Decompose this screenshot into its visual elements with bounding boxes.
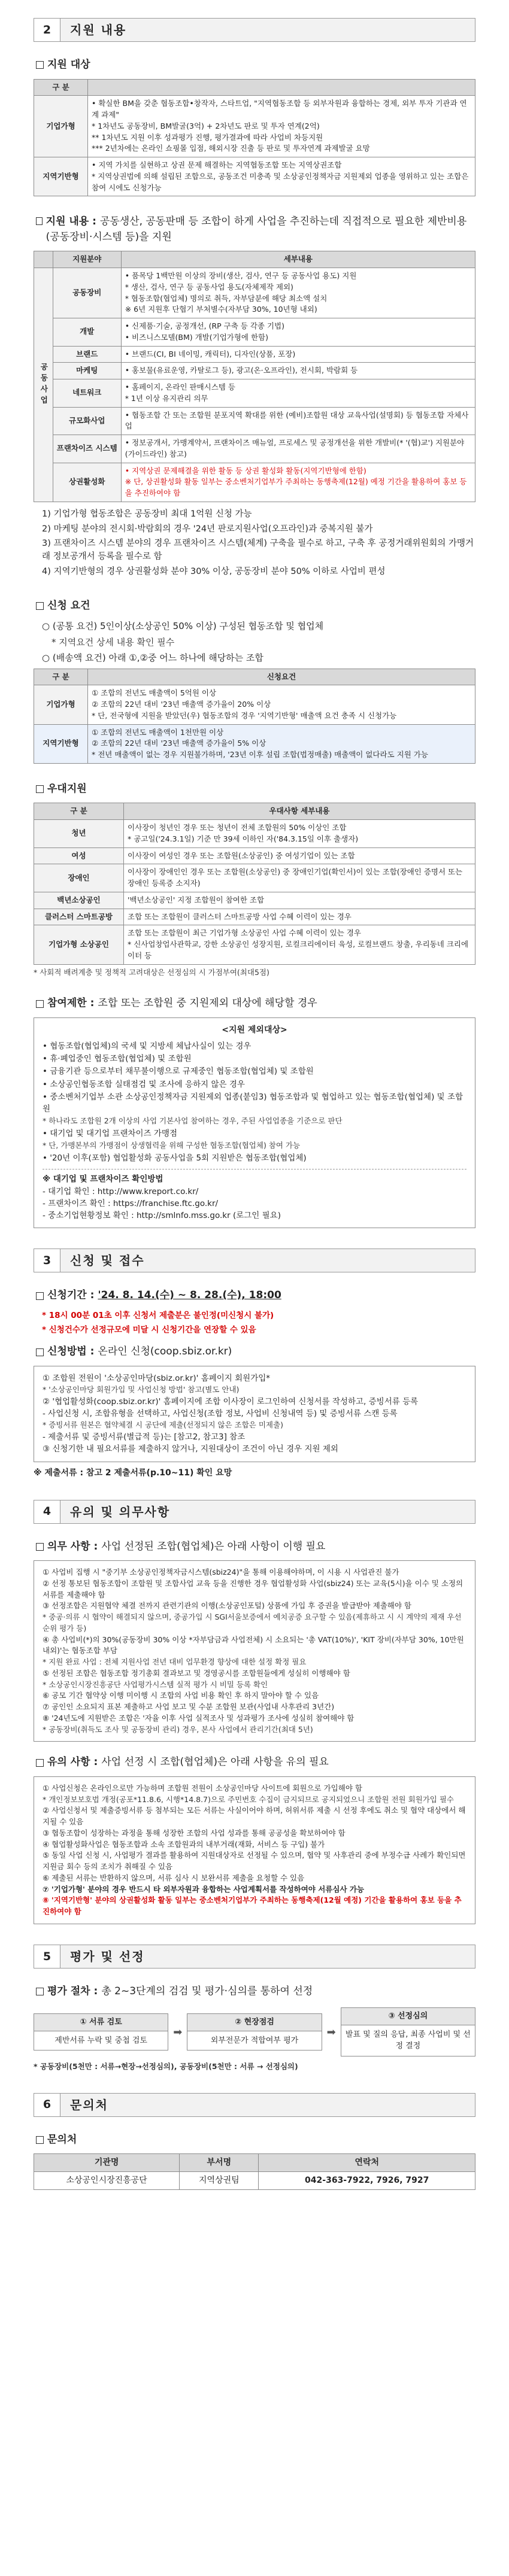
flow-step: ③ 선정심의 발표 및 질의 응답, 최종 사업비 및 선정 결정 [341, 2007, 475, 2056]
req-sales: ○ (배송액 요건) 아래 ①,②중 어느 하나에 해당하는 조합 [42, 652, 263, 663]
list-item: * 공동장비(취득도 조사 및 공동장비 관리) 경우, 본사 사업에서 관리기간(최대 5년) [43, 1724, 313, 1734]
req-common-note: * 지역요건 상세 내용 확인 필수 [51, 636, 175, 648]
table-row: 개발 • 신제품·기술, 공정개선, (RP 구축 등 각종 기법) • 비즈니스모델(BM) 개발(기업가형에 한함) [34, 318, 475, 347]
list-item: ② 선정 통보된 협동조합이 조합원 및 조합사업 교육 등을 진행한 경우 협업활성화 사업(sbiz24) 또는 교육(5시)을 이수 및 소정의 서류를 제출해야 함 [43, 1578, 463, 1599]
section-6-header [34, 2093, 475, 2117]
list-item: ④ 협업활성화사업은 협동조합과 소속 조합원과의 내부거래(재화, 서비스 등 구입) 불가 [43, 1839, 325, 1849]
list-item: ⑤ 동일 사업 신청 시, 사업평가 결과를 활용하여 지원대상자로 선정될 수 있으며, 협약 및 사후관리 중에 부정수급 사례가 확인되면 지원금 회수 등의 조치가 취해질 수 있음 [43, 1851, 466, 1871]
list-item: * 중공·의류 시 협약이 해결되지 않으며, 중공가입 시 SGI서울보증에서 예치공증 요구할 수 있음(제휴하고 시 시 계약의 제재 우선순위 평가 등) [43, 1612, 462, 1633]
submit-note: ※ 제출서류 : 참고 2 제출서류(p.10~11) 확인 요망 [34, 1468, 232, 1478]
table-row: 마케팅 • 홍보물(유료운영, 카탈로그 등), 광고(온·오프라인), 전시회, 박람회 등 [34, 363, 475, 379]
check-title: ※ 대기업 및 프랜차이즈 확인방법 [43, 1174, 163, 1184]
excl-list [43, 1040, 466, 1165]
list-item: ⑧ '24년도에 지원받은 조합은 '자율 이후 사업 실적조사 및 성과평가 조사에 성실히 참여해야 함 [43, 1713, 355, 1723]
section-number: 2 [34, 19, 60, 41]
req-table: 구 분 신청요건 기업가형 ① 조합의 전년도 매출액이 5억원 이상 ② 조합의 22년 대비 '23년 매출액 증가율이 20% 이상 * 단, 전국형에 지원을 받았던(우) 협동조합의 경우 '지역기반형' 매출액 요건 충족 시 신청가능 지역기반형 ① 조합의 전년도 매출액이 1천만원 이상 ② 조합의 22년 대비 '23년 매출액 증가율이 5% 이상 * 전년 매출액이 없는 경우 지원불가하며, '23년 이후 설립 조합(법정매출) 매출액이 없다라도 지원 가능 [34, 669, 475, 764]
list-item: * 소상공인시장진흥공단 사업평가시스템 실적 평가 시 비밀 등록 확인 [43, 1679, 268, 1689]
list-item: ① 사업비 집행 시 "중기부 소상공인정책자금시스템(sbiz24)"을 통해 이용해야하며, 이 시용 시 사업관진 불가 [43, 1568, 399, 1576]
eval-note: * 공동장비(5천만 : 서류→현장→선정심의), 공동장비(5천만 : 서류 → 선정심의) [34, 2061, 298, 2071]
list-item: • '20년 이후(포함) 협업활성화 공동사업을 5회 지원받은 협동조합(협업체) [43, 1153, 307, 1163]
excl-box-title: <지원 제외대상> [222, 1025, 287, 1035]
note-item: 3) 프랜차이즈 시스템 분야의 경우 프랜차이즈 시스템(체계) 구축을 필수로 하고, 구축 후 공정거래위원회의 가맹거래 정보공개서 등록을 필수로 함 [42, 539, 474, 561]
eval-heading: 평가 절차 : 총 2~3단계의 검검 및 평가·심의를 통하여 선정 [36, 1984, 475, 2000]
list-item: • 휴·폐업중인 협동조합(협업체) 및 조합원 [43, 1054, 192, 1064]
list-item: • 금융기관 등으로부터 채무불이행으로 규제중인 협동조합(협업체) 및 조합원 [43, 1067, 314, 1077]
pref-footnote: * 사회적 배려계층 및 정책적 고려대상은 선정심의 시 가점부여(최대5점) [34, 967, 269, 977]
caution-box [34, 1776, 475, 1924]
list-item: - 제출서류 및 증빙서류(별급적 등)는 [참고2, 참고3] 참조 [43, 1432, 246, 1442]
list-item: • 대기업 및 대기업 프랜차이즈 가맹점 [43, 1129, 178, 1138]
table-row: 여성 이사장이 여성인 경우 또는 조합원(소상공인) 중 여성기업이 있는 조합 [34, 847, 475, 864]
list-item: * 개인정보보호법 개정(공포*11.8.6, 시행*14.8.7)으로 주민번호 수집이 금지되므로 공지되었으니 조합원 전원 회원가입 필수 [43, 1794, 455, 1804]
list-item: ② '협업활성화(coop.sbiz.or.kr)' 홈페이지에 조합 이사장이 로그인하여 신청서를 작성하고, 증빙서류 등록 [43, 1396, 419, 1407]
square-bullet-icon [36, 1348, 44, 1356]
table-row: 상권활성화 • 지역상권 문제해결을 위한 활동 등 상권 활성화 활동(지역기반형에 한함) ※ 단, 상권활성화 활동 일부는 중소벤처기업부가 주최하는 동행축제(12월) 예정 기간을 활용하여 홍보 등을 추진하여야 함 [34, 463, 475, 502]
table-row: 소상공인시장진흥공단 지역상권팀 042-363-7922, 7926, 7927 [34, 2172, 475, 2190]
period-note: * 신청건수가 선정규모에 미달 시 신청기간을 연장할 수 있음 [42, 1325, 256, 1335]
list-item: • 중소벤처기업부 소관 소상공인정책자금 지원제외 업종(붙임3) 협동조합과 및 협업하고 있는 협동조합(협업체) 및 조합원 [43, 1092, 463, 1114]
duty-heading: 의무 사항 : 사업 선정된 조합(협업체)은 아래 사항이 이행 필요 [36, 1539, 475, 1555]
square-bullet-icon [36, 602, 44, 610]
list-item: ⑥ 제출된 서류는 반환하지 않으며, 서류 심사 시 보완서류 제출을 요청할 수 있음 [43, 1873, 305, 1882]
req-heading: 신청 요건 [36, 599, 475, 614]
contact-heading: 문의처 [36, 2133, 475, 2148]
table-row: 지역기반형 ① 조합의 전년도 매출액이 1천만원 이상 ② 조합의 22년 대비 '23년 매출액 증가율이 5% 이상 * 전년 매출액이 없는 경우 지원불가하며, '23년 이후 설립 조합(법정매출) 매출액이 없다라도 지원 가능 [34, 724, 475, 763]
req-common: ○ (공통 요건) 5인이상(소상공인 50% 이상) 구성된 협동조합 및 협업체 [42, 621, 324, 631]
content-notes [34, 508, 475, 579]
list-item: ② 사업신청서 및 제출증빙서류 등 첨부되는 모든 서류는 사실이어야 하며, 허위서류 제출 시 선정 후에도 취소 및 협약 대상에서 해지될 수 있음 [43, 1806, 466, 1826]
section-title: 문의처 [70, 2097, 108, 2112]
section-title: 신청 및 접수 [70, 1253, 145, 1268]
section-title: 평가 및 선정 [70, 1949, 145, 1964]
caution-heading: 유의 사항 : 사업 선정 시 조합(협업체)은 아래 사항을 유의 필요 [36, 1755, 475, 1770]
method-heading: 신청방법 : 온라인 신청(coop.sbiz.or.kr) [36, 1344, 475, 1360]
square-bullet-icon [36, 217, 43, 225]
list-item: * 지원 완료 사업 : 전체 지원사업 전년 대비 업무환경 향상에 대한 설정 확정 필요 [43, 1657, 307, 1666]
content-heading: 지원 내용 : 공동생산, 공동판매 등 조합이 하게 사업을 추진하는데 직접적으로 필요한 제반비용(공동장비·시스템 등)을 지원 [36, 214, 475, 245]
check-link[interactable]: - 대기업 확인 : http://www.kreport.co.kr/ [43, 1186, 199, 1196]
table-row: 기업가형 • 확실한 BM을 갖춘 협동조합•창작자, 스타트업, "지역협동조합 등 외부자원과 융합하는 경제, 외부 투자 기관과 연계 과제" * 1차년도 공동장비, BM발굴(3억) + 2차년도 판로 및 투자 연계(2억) ** 1차년도 지원 이후 성과평가 진행, 평가결과에 따라 사업비 차등지원 *** 2년차에는 온라인 쇼핑몰 입점, 해외시장 진출 등 판로 및 투자연계 과제발굴 요망 [34, 96, 475, 157]
table-row: 장애인 이사장이 장애인인 경우 또는 조합원(소상공인) 중 장애인기업(확인서)이 있는 조합(장애인 증명서 또는 장애인 등록증 소지자) [34, 864, 475, 892]
section-3-header [34, 1248, 475, 1272]
list-item: ③ 신청기한 내 필요서류를 제출하지 않거나, 지원대상이 조건이 아닌 경우 지원 제외 [43, 1444, 338, 1454]
note-item: 4) 지역기반형의 경우 상권활성화 분야 30% 이상, 공동장비 분야 50% 이하로 사업비 편성 [42, 566, 386, 576]
table-row: 기업가형 ① 조합의 전년도 매출액이 5억원 이상 ② 조합의 22년 대비 '23년 매출액 증가율이 20% 이상 * 단, 전국형에 지원을 받았던(우) 협동조합의 경우 '지역기반형' 매출액 요건 충족 시 신청가능 [34, 685, 475, 724]
list-item: • 소상공인협동조합 실태점검 및 조사에 응하지 않은 경우 [43, 1079, 245, 1089]
section-5-header [34, 1945, 475, 1969]
list-item: ④ 총 사업비(*)의 30%(공동장비 30% 이상 *자부담금과 사업전체) 시 소요되는 '총 VAT(10%)', 'KIT 장비(자부담 30%, 10만원 내외)'는 협동조합 부담 [43, 1635, 464, 1655]
table-row: 브랜드 • 브랜드(CI, BI 네이밍, 캐릭터), 디자인(상품, 포장) [34, 346, 475, 363]
table-row: 클러스터 스마트공방 조합 또는 조합원이 클러스터 스마트공방 사업 수혜 이력이 있는 경우 [34, 909, 475, 925]
section-number: 3 [34, 1249, 60, 1272]
table-row: 청년 이사장이 청년인 경우 또는 청년이 전체 조합원의 50% 이상인 조합 * 공고일('24.3.1일) 기준 만 39세 이하인 자('84.3.15일 이후 출생자) [34, 820, 475, 848]
section-number: 4 [34, 1500, 60, 1523]
table-row: 공동사업 공동장비 • 품목당 1백만원 이상의 장비(생산, 검사, 연구 등 공동사업 용도) 지원 * 생산, 검사, 연구 등 공동사업 용도(자체제작 제외) * 협동조합(협업체) 명의로 취득, 자부담분에 해당 최소액 설치 ※ 6년 지원후 단협기 부처별수(자부담 30%, 10년형 내외) [34, 268, 475, 318]
list-item: * 증빙서류 원본은 협약체결 시 공단에 제출(선정되지 않은 조합은 미제출) [43, 1420, 283, 1430]
target-table: 구 분 기업가형 • 확실한 BM을 갖춘 협동조합•창작자, 스타트업, "지역협동조합 등 외부자원과 융합하는 경제, 외부 투자 기관과 연계 과제" * 1차년도 공동장비, BM발굴(3억) + 2차년도 판로 및 투자 연계(2억) ** 1차년도 지원 이후 성과평가 진행, 평가결과에 따라 사업비 차등지원 *** 2년차에는 온라인 쇼핑몰 입점, 해외시장 진출 등 판로 및 투자연계 과제발굴 요망 지역기반형 • 지역 가치를 실현하고 상권 문제 해결하는 지역협동조합 또는 지역상권조합 * 지역상권법에 의해 설립된 조합으로, 공동조건 미충족 및 소상공인정책자금 지원제외 업종을 영위하고 있는 조합은 참여 시에도 신청가능 [34, 79, 475, 197]
excl-box [34, 1017, 475, 1229]
flow-step: ② 현장점검 외부전문가 적합여부 평가 [187, 2013, 322, 2051]
square-bullet-icon [36, 1543, 44, 1551]
table-row: 기업가형 소상공인 조합 또는 조합원이 최근 기업가형 소상공인 사업 수혜 이력이 있는 경우 * 신사업창업사관학교, 강한 소상공인 성장지원, 로컬크리에이터 육성, 로컬브랜드 창출, 우리동네 크리에이터 등 [34, 925, 475, 964]
note-item: 2) 마케팅 분야의 전시회·박람회의 경우 '24년 판로지원사업(오프라인)과 중복지원 불가 [42, 524, 373, 534]
pref-table: 구 분 우대사항 세부내용 청년 이사장이 청년인 경우 또는 청년이 전체 조합원의 50% 이상인 조합 * 공고일('24.3.1일) 기준 만 39세 이하인 자('84.3.15일 이후 출생자) 여성 이사장이 여성인 경우 또는 조합원(소상공인) 중 여성기업이 있는 조합 장애인 이사장이 장애인인 경우 또는 조합원(소상공인) 중 장애인기업(확인서)이 있는 조합(장애인 증명서 또는 장애인 등록증 소지자) 백년소상공인 '백년소상공인' 지정 조합원이 참여한 조합 클러스터 스마트공방 조합 또는 조합원이 클러스터 스마트공방 사업 수혜 이력이 있는 경우 기업가형 소상공인 조합 또는 조합원이 최근 기업가형 소상공인 사업 수혜 이력이 있는 경우 * 신사업창업사관학교, 강한 소상공인 성장지원, 로컬크리에이터 육성, 로컬브랜드 창출, 우리동네 크리에이터 등 [34, 803, 475, 964]
note-item: 1) 기업가형 협동조합은 공동장비 최대 1억원 신청 가능 [42, 509, 252, 519]
list-item: ⑦ 공인인 소요되지 표본 제출하고 사업 보고 및 수분 조합원 보관(사업내 사후관리 3년간) [43, 1702, 335, 1711]
list-item: ⑦ '기업가형' 분야의 경우 반드시 타 외부자원과 융합하는 사업계획서를 작성하여야 서류심사 가능 [43, 1884, 365, 1894]
square-bullet-icon [36, 61, 44, 69]
arrow-right-icon: ➡ [173, 2025, 183, 2039]
duty-box [34, 1560, 475, 1742]
section-title: 지원 내용 [70, 23, 127, 37]
square-bullet-icon [36, 2136, 44, 2144]
list-item: * 하나라도 조합원 2개 이상의 사업 기본사업 참여하는 경우, 주된 사업업종을 기준으로 판단 [43, 1116, 343, 1126]
list-item: ③ 선정조합은 지원협약 체결 전까지 관련기관의 이행(소상공인포털) 상품에 가입 후 증권을 발급받아 제출해야 함 [43, 1601, 411, 1611]
section-title: 유의 및 의무사항 [70, 1504, 171, 1519]
list-item: * 단, 가맹본부의 가맹점이 상생협력을 위해 구성한 협동조합(협업체) 참여 가능 [43, 1141, 301, 1150]
check-link[interactable]: - 프랜차이즈 확인 : https://franchise.ftc.go.kr/ [43, 1198, 219, 1208]
period-heading: 신청기간 : '24. 8. 14.(수) ~ 8. 28.(수), 18:00 [36, 1288, 475, 1304]
check-link[interactable]: - 중소기업현황정보 확인 : http://smlnfo.mss.go.kr (로그인 필요) [43, 1211, 281, 1220]
eval-flow [34, 2007, 475, 2056]
list-item: - 사업신청 시, 조합유형을 선택하고, 사업신청(조합 정보, 사업비 신청내역 등) 및 증빙서류 스캔 등록 [43, 1409, 398, 1418]
table-row: 백년소상공인 '백년소상공인' 지정 조합원이 참여한 조합 [34, 892, 475, 909]
table-row: 지역기반형 • 지역 가치를 실현하고 상권 문제 해결하는 지역협동조합 또는 지역상권조합 * 지역상권법에 의해 설립된 조합으로, 공동조건 미충족 및 소상공인정책자금 지원제외 업종을 영위하고 있는 조합은 참여 시에도 신청가능 [34, 157, 475, 196]
list-item: ① 사업신청은 온라인으로만 가능하며 조합원 전원이 소상공인마당 사이트에 회원으로 가입해야 함 [43, 1783, 362, 1793]
list-item: ⑤ 선정된 조합은 협동조합 정기총회 결과보고 및 경영공시를 조합원들에게 성실히 이행해야 함 [43, 1668, 350, 1678]
square-bullet-icon [36, 785, 44, 793]
pref-heading: 우대지원 [36, 782, 475, 797]
table-row: 프랜차이즈 시스템 • 정보공개서, 가맹계약서, 프랜차이즈 매뉴얼, 프로세스 및 공정개선을 위한 개발비(* '(협)교') 지원분야(가이드라인) 참고) [34, 435, 475, 463]
content-table: 지원분야 세부내용 공동사업 공동장비 • 품목당 1백만원 이상의 장비(생산, 검사, 연구 등 공동사업 용도) 지원 * 생산, 검사, 연구 등 공동사업 용도(자체제작 제외) * 협동조합(협업체) 명의로 취득, 자부담분에 해당 최소액 설치 ※ 6년 지원후 단협기 부처별수(자부담 30%, 10년형 내외) 개발 • 신제품·기술, 공정개선, (RP 구축 등 각종 기법) • 비즈니스모델(BM) 개발(기업가형에 한함) 브랜드 • 브랜드(CI, BI 네이밍, 캐릭터), 디자인(상품, 포장) 마케팅 • 홍보물(유료운영, 카탈로그 등), 광고(온·오프라인), 전시회, 박람회 등 네트워크 • 홈페이지, 온라인 판매시스템 등 * 1년 이상 유지관리 의무 규모화사업 • 협동조합 간 또는 조합원 분포지역 확대를 위한 (예비)조합원 대상 교육사업(설명회) 등 협동조합 자체사업 프랜차이즈 시스템 • 정보공개서, 가맹계약서, 프랜차이즈 매뉴얼, 프로세스 및 공정개선을 위한 개발비(* '(협)교') 지원분야(가이드라인) 참고) 상권활성화 • 지역상권 문제해결을 위한 활동 등 상권 활성화 활동(지역기반형에 한함) ※ 단, 상권활성화 활동 일부는 중소벤처기업부가 주최하는 동행축제(12월) 예정 기간을 활용하여 홍보 등을 추진하여야 함 [34, 251, 475, 502]
table-row: 네트워크 • 홈페이지, 온라인 판매시스템 등 * 1년 이상 유지관리 의무 [34, 379, 475, 408]
square-bullet-icon [36, 1292, 44, 1300]
list-item: • 협동조합(협업체)의 국세 및 지방세 체납사실이 있는 경우 [43, 1041, 252, 1051]
flow-step: ① 서류 검토 제반서류 누락 및 중첩 검토 [34, 2013, 168, 2051]
arrow-right-icon: ➡ [326, 2025, 336, 2039]
square-bullet-icon [36, 1759, 44, 1767]
square-bullet-icon [36, 1988, 44, 1995]
target-heading: 지원 대상 [36, 57, 475, 73]
section-4-header [34, 1500, 475, 1524]
method-box [34, 1366, 475, 1462]
list-item: ① 조합원 전원이 '소상공인마당(sbiz.or.kr)' 홈페이지 회원가입* [43, 1373, 271, 1383]
section-number: 6 [34, 2094, 60, 2116]
table-row: 규모화사업 • 협동조합 간 또는 조합원 분포지역 확대를 위한 (예비)조합원 대상 교육사업(설명회) 등 협동조합 자체사업 [34, 407, 475, 435]
list-item: ③ 협동조합이 성장하는 과정을 통해 성장한 조합의 사업 성과를 통해 공공성을 확보하여야 함 [43, 1828, 346, 1837]
period-note: * 18시 00분 01초 이후 신청서 제출분은 불인정(미신청시 불가) [42, 1310, 274, 1320]
list-item: ⑥ 공모 기간 협약상 이행 미이행 시 조합의 사업 비용 확인 후 하지 말아야 할 수 있음 [43, 1691, 319, 1700]
square-bullet-icon [36, 1000, 44, 1008]
contact-table: 기관명 부서명 연락처 소상공인시장진흥공단 지역상권팀 042-363-7922, 7926, 7927 [34, 2153, 475, 2190]
section-number: 5 [34, 1945, 60, 1968]
list-item: ⑧ '지역기반형' 분야의 상권활성화 활동 일부는 중소벤처기업부가 주최하는 동행축제(12월 예정) 기간을 활용하여 홍보 등을 추진하여야 함 [43, 1895, 462, 1916]
excl-heading: 참여제한 : 조합 또는 조합원 중 지원제외 대상에 해당할 경우 [36, 996, 475, 1011]
section-2-header [34, 18, 475, 42]
list-item: * '소상공인마당 회원가입 및 사업신청 방법' 참고(별도 안내) [43, 1385, 240, 1394]
